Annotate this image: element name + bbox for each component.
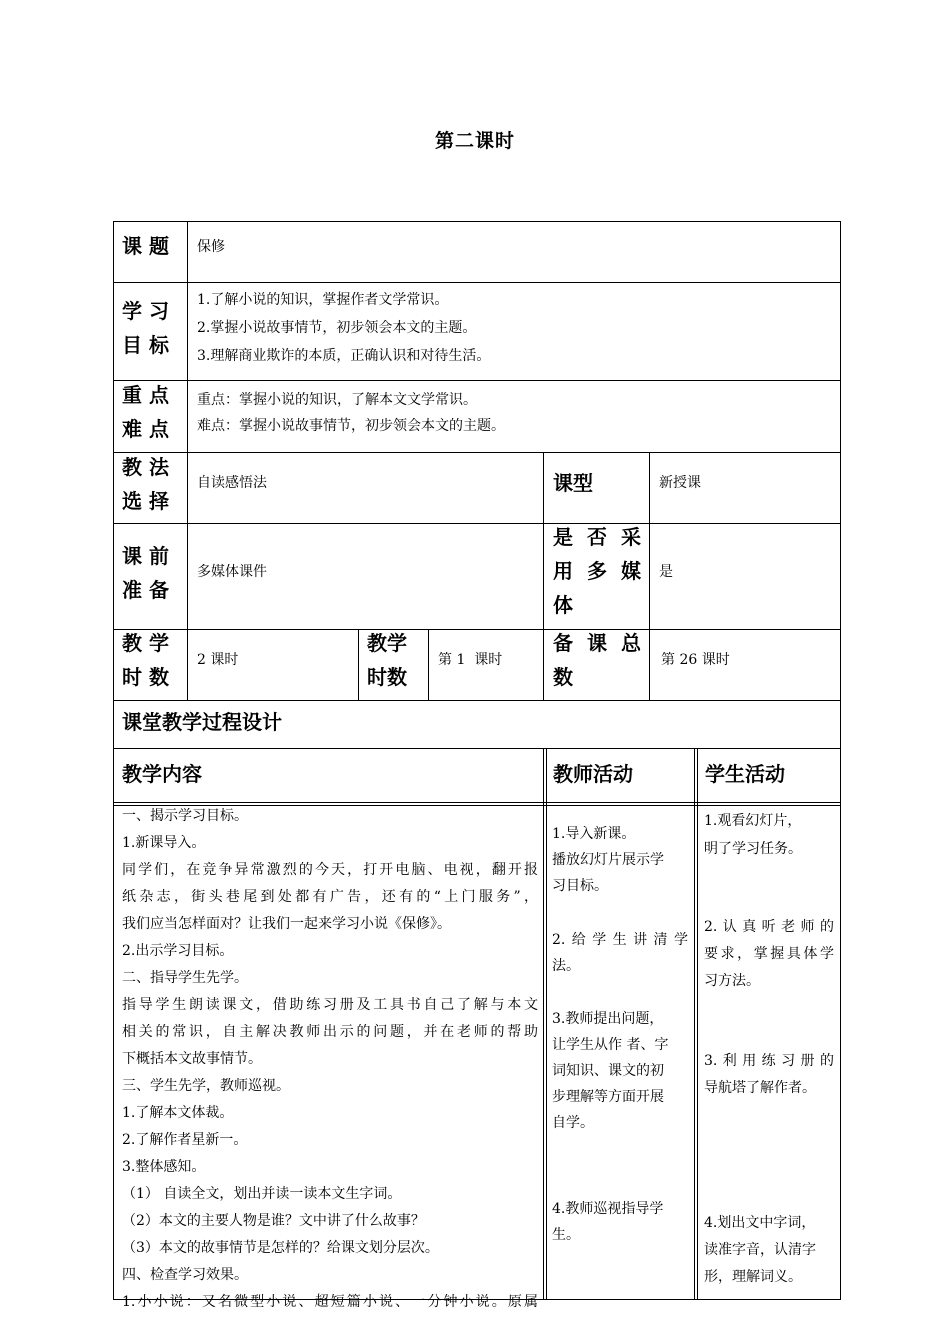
teaching-content xyxy=(122,803,538,1316)
key-points-label: 重 点 难 点 xyxy=(122,383,169,441)
col-divider xyxy=(694,748,695,1300)
content-line: （3）本文的故事情节是怎样的？给课文划分层次。 xyxy=(122,1240,439,1256)
col-header-teacher: 教师活动 xyxy=(553,762,633,786)
row-divider xyxy=(113,523,841,524)
content-line: （2）本文的主要人物是谁？文中讲了什么故事？ xyxy=(122,1213,425,1229)
topic-label: 课 题 xyxy=(122,234,169,258)
process-title: 课堂教学过程设计 xyxy=(122,710,282,734)
content-line: 2.了解作者星新一。 xyxy=(122,1132,248,1148)
content-line: 1.小小说：又名微型小说、超短篇小说、一分钟小说。原属 xyxy=(122,1294,538,1310)
student-activity: 4.划出文中字词， 读准字音，认清字 形，理解词义。 xyxy=(704,1215,816,1285)
content-line: 纸杂志，街头巷尾到处都有广告，还有的“上门服务”， xyxy=(122,889,538,905)
method-value: 自读感悟法 xyxy=(197,475,267,491)
hours-value: 2 课时 xyxy=(197,652,239,668)
period-label: 教学 时数 xyxy=(367,631,407,689)
content-line: 1.新课导入。 xyxy=(122,835,206,851)
row-divider xyxy=(113,748,841,749)
content-line: 下概括本文故事情节。 xyxy=(122,1051,262,1067)
goal-item: 1.了解小说的知识，掌握作者文学常识。 xyxy=(197,292,449,308)
content-line: 我们应当怎样面对？让我们一起来学习小说《保修》。 xyxy=(122,916,451,932)
col-divider xyxy=(649,452,650,701)
goal-item: 2.掌握小说故事情节，初步领会本文的主题。 xyxy=(197,320,477,336)
row-divider xyxy=(113,700,841,701)
col-divider xyxy=(358,629,359,701)
col-header-student: 学生活动 xyxy=(705,762,785,786)
content-line: 相关的常识，自主解决教师出示的问题，并在老师的帮助 xyxy=(122,1024,538,1040)
multimedia-label: 是 否 采 用 多 媒 体 xyxy=(553,525,641,617)
col-divider xyxy=(428,629,429,701)
total-label: 备 课 总 数 xyxy=(553,631,641,689)
col-divider xyxy=(546,748,547,1300)
goals-list xyxy=(197,286,817,370)
key-point-item: 难点：掌握小说故事情节，初步领会本文的主题。 xyxy=(197,418,505,434)
content-line: 2.出示学习目标。 xyxy=(122,943,234,959)
topic-value: 保修 xyxy=(197,239,225,255)
hours-label: 教 学 时 数 xyxy=(122,631,169,689)
content-line: 同学们，在竞争异常激烈的今天，打开电脑、电视，翻开报 xyxy=(122,862,538,878)
key-points-list xyxy=(197,387,817,439)
teacher-activity: 1.导入新课。 播放幻灯片展示学 习目标。 xyxy=(552,826,664,894)
col-divider xyxy=(543,452,544,701)
student-activity: 1.观看幻灯片， 明了学习任务。 xyxy=(704,813,802,857)
method-label: 教 法 选 择 xyxy=(122,455,169,513)
col-divider xyxy=(543,748,544,1300)
prep-value: 多媒体课件 xyxy=(197,564,267,580)
col-header-content: 教学内容 xyxy=(122,762,202,786)
student-activity: 3.利用练习册的 导航塔了解作者。 xyxy=(704,1053,834,1096)
student-activity: 2.认真听老师的 要求，掌握具体学 习方法。 xyxy=(704,919,834,989)
total-value: 第 26 课时 xyxy=(661,652,730,668)
goal-item: 3.理解商业欺诈的本质，正确认识和对待生活。 xyxy=(197,348,491,364)
content-line: 指导学生朗读课文，借助练习册及工具书自己了解与本文 xyxy=(122,997,538,1013)
content-line: （1） 自读全文，划出并读一读本文生字词。 xyxy=(122,1186,402,1202)
page-title: 第二课时 xyxy=(434,130,515,152)
content-line: 1.了解本文体裁。 xyxy=(122,1105,234,1121)
row-divider xyxy=(113,452,841,453)
teacher-activity: 2.给学生讲清学 法。 xyxy=(552,932,688,974)
teacher-activity: 3.教师提出问题， 让学生从作 者、字 词知识、课文的初 步理解等方面开展 自学。 xyxy=(552,1011,669,1131)
multimedia-value: 是 xyxy=(659,564,673,580)
col-divider xyxy=(187,221,188,701)
goals-label: 学 习 目 标 xyxy=(122,299,169,357)
prep-label: 课 前 准 备 xyxy=(122,544,169,602)
content-line: 四、检查学习效果。 xyxy=(122,1267,248,1283)
period-value: 第 1 课时 xyxy=(438,652,503,668)
content-line: 3.整体感知。 xyxy=(122,1159,206,1175)
lesson-type-label: 课型 xyxy=(553,471,593,495)
teacher-activity: 4.教师巡视指导学 生。 xyxy=(552,1201,664,1243)
content-line: 一、揭示学习目标。 xyxy=(122,808,248,824)
row-divider xyxy=(113,629,841,630)
row-divider xyxy=(113,380,841,381)
key-point-item: 重点：掌握小说的知识，了解本文文学常识。 xyxy=(197,392,477,408)
content-line: 二、指导学生先学。 xyxy=(122,970,248,986)
row-divider xyxy=(113,282,841,283)
col-divider xyxy=(697,748,698,1300)
content-line: 三、学生先学，教师巡视。 xyxy=(122,1078,290,1094)
lesson-type-value: 新授课 xyxy=(659,475,701,491)
